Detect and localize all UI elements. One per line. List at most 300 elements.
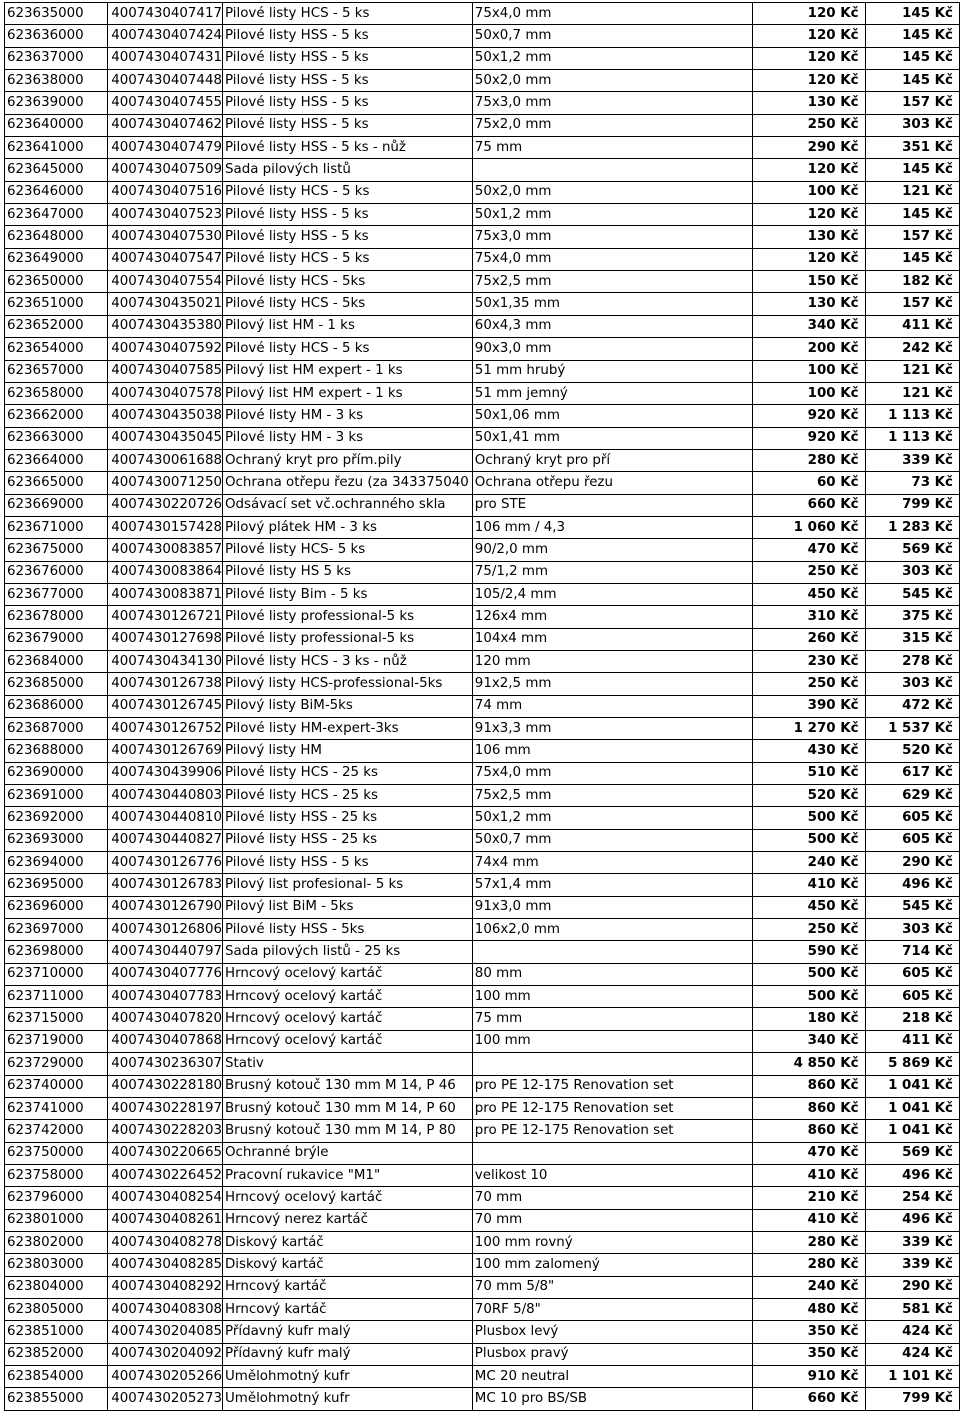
table-row — [5, 226, 960, 248]
ean-code-cell: 4007430205273 — [108, 1388, 223, 1410]
price-with-vat-cell: 290 Kč — [865, 1276, 959, 1298]
table-row — [5, 539, 960, 561]
ean-code-cell: 4007430083857 — [108, 539, 223, 561]
price-with-vat-cell: 145 Kč — [865, 47, 959, 69]
table-row — [5, 204, 960, 226]
product-name-cell: Pilové listy Bim - 5 ks — [223, 583, 473, 605]
price-with-vat-cell: 182 Kč — [865, 271, 959, 293]
product-spec-cell: 50x1,35 mm — [472, 293, 752, 315]
price-cell: 350 Kč — [752, 1321, 865, 1343]
table-row — [5, 1164, 960, 1186]
product-name-cell: Pilový list HM expert - 1 ks — [223, 382, 473, 404]
price-with-vat-cell: 145 Kč — [865, 3, 959, 25]
product-name-cell: Umělohmotný kufr — [223, 1365, 473, 1387]
order-number-cell: 623694000 — [5, 852, 108, 874]
price-cell: 390 Kč — [752, 695, 865, 717]
ean-code-cell: 4007430071250 — [108, 472, 223, 494]
product-spec-cell: 75x3,0 mm — [472, 92, 752, 114]
price-cell: 500 Kč — [752, 807, 865, 829]
product-spec-cell: 100 mm — [472, 986, 752, 1008]
order-number-cell: 623693000 — [5, 829, 108, 851]
price-with-vat-cell: 1 101 Kč — [865, 1365, 959, 1387]
table-row — [5, 494, 960, 516]
product-spec-cell: 120 mm — [472, 650, 752, 672]
price-with-vat-cell: 629 Kč — [865, 785, 959, 807]
table-row — [5, 874, 960, 896]
price-cell: 860 Kč — [752, 1120, 865, 1142]
price-cell: 130 Kč — [752, 226, 865, 248]
price-cell: 4 850 Kč — [752, 1053, 865, 1075]
price-cell: 120 Kč — [752, 47, 865, 69]
ean-code-cell: 4007430407417 — [108, 3, 223, 25]
price-with-vat-cell: 424 Kč — [865, 1343, 959, 1365]
order-number-cell: 623639000 — [5, 92, 108, 114]
product-spec-cell: 60x4,3 mm — [472, 315, 752, 337]
price-with-vat-cell: 351 Kč — [865, 137, 959, 159]
product-name-cell: Pilové listy HM - 3 ks — [223, 405, 473, 427]
price-cell: 510 Kč — [752, 762, 865, 784]
table-row — [5, 986, 960, 1008]
product-spec-cell: 57x1,4 mm — [472, 874, 752, 896]
price-cell: 130 Kč — [752, 92, 865, 114]
ean-code-cell: 4007430236307 — [108, 1053, 223, 1075]
ean-code-cell: 4007430407530 — [108, 226, 223, 248]
price-with-vat-cell: 145 Kč — [865, 159, 959, 181]
ean-code-cell: 4007430407455 — [108, 92, 223, 114]
ean-code-cell: 4007430407479 — [108, 137, 223, 159]
price-cell: 260 Kč — [752, 628, 865, 650]
product-name-cell: Umělohmotný kufr — [223, 1388, 473, 1410]
order-number-cell: 623801000 — [5, 1209, 108, 1231]
order-number-cell: 623651000 — [5, 293, 108, 315]
table-row — [5, 114, 960, 136]
table-row — [5, 941, 960, 963]
price-cell: 240 Kč — [752, 1276, 865, 1298]
price-cell: 500 Kč — [752, 829, 865, 851]
price-with-vat-cell: 1 041 Kč — [865, 1075, 959, 1097]
ean-code-cell: 4007430434130 — [108, 650, 223, 672]
product-spec-cell: 75/1,2 mm — [472, 561, 752, 583]
price-with-vat-cell: 1 041 Kč — [865, 1097, 959, 1119]
price-cell: 450 Kč — [752, 583, 865, 605]
price-with-vat-cell: 617 Kč — [865, 762, 959, 784]
table-row — [5, 740, 960, 762]
price-cell: 150 Kč — [752, 271, 865, 293]
order-number-cell: 623802000 — [5, 1231, 108, 1253]
product-spec-cell: Ochrana otřepu řezu — [472, 472, 752, 494]
price-cell: 920 Kč — [752, 427, 865, 449]
product-name-cell: Pilový listy HCS-professional-5ks — [223, 673, 473, 695]
price-cell: 410 Kč — [752, 1164, 865, 1186]
ean-code-cell: 4007430083864 — [108, 561, 223, 583]
price-with-vat-cell: 1 041 Kč — [865, 1120, 959, 1142]
order-number-cell: 623647000 — [5, 204, 108, 226]
ean-code-cell: 4007430126745 — [108, 695, 223, 717]
price-cell: 290 Kč — [752, 137, 865, 159]
ean-code-cell: 4007430126769 — [108, 740, 223, 762]
product-spec-cell: 75x2,5 mm — [472, 785, 752, 807]
price-cell: 210 Kč — [752, 1187, 865, 1209]
product-spec-cell: 50x1,2 mm — [472, 204, 752, 226]
table-row — [5, 1053, 960, 1075]
product-name-cell: Hrncový kartáč — [223, 1298, 473, 1320]
product-spec-cell: 70 mm 5/8" — [472, 1276, 752, 1298]
product-name-cell: Brusný kotouč 130 mm M 14, P 60 — [223, 1097, 473, 1119]
order-number-cell: 623685000 — [5, 673, 108, 695]
table-row — [5, 1075, 960, 1097]
product-spec-cell: 75x4,0 mm — [472, 762, 752, 784]
product-name-cell: Pilové listy HCS - 5 ks — [223, 3, 473, 25]
product-spec-cell: 75x2,5 mm — [472, 271, 752, 293]
price-cell: 230 Kč — [752, 650, 865, 672]
product-spec-cell: 50x1,2 mm — [472, 47, 752, 69]
ean-code-cell: 4007430083871 — [108, 583, 223, 605]
price-cell: 480 Kč — [752, 1298, 865, 1320]
price-cell: 860 Kč — [752, 1075, 865, 1097]
price-cell: 250 Kč — [752, 561, 865, 583]
product-spec-cell: Plusbox levý — [472, 1321, 752, 1343]
ean-code-cell: 4007430407448 — [108, 70, 223, 92]
ean-code-cell: 4007430228197 — [108, 1097, 223, 1119]
price-with-vat-cell: 581 Kč — [865, 1298, 959, 1320]
price-with-vat-cell: 1 537 Kč — [865, 718, 959, 740]
ean-code-cell: 4007430440827 — [108, 829, 223, 851]
price-with-vat-cell: 496 Kč — [865, 874, 959, 896]
table-row — [5, 1187, 960, 1209]
table-row — [5, 516, 960, 538]
price-with-vat-cell: 303 Kč — [865, 919, 959, 941]
product-name-cell: Pilové listy HSS - 5 ks — [223, 114, 473, 136]
order-number-cell: 623710000 — [5, 963, 108, 985]
product-name-cell: Stativ — [223, 1053, 473, 1075]
order-number-cell: 623637000 — [5, 47, 108, 69]
order-number-cell: 623635000 — [5, 3, 108, 25]
price-cell: 470 Kč — [752, 1142, 865, 1164]
price-with-vat-cell: 472 Kč — [865, 695, 959, 717]
table-row — [5, 1008, 960, 1030]
price-cell: 310 Kč — [752, 606, 865, 628]
product-name-cell: Hrncový ocelový kartáč — [223, 1008, 473, 1030]
price-with-vat-cell: 1 113 Kč — [865, 405, 959, 427]
product-name-cell: Sada pilových listů — [223, 159, 473, 181]
order-number-cell: 623638000 — [5, 70, 108, 92]
table-row — [5, 919, 960, 941]
product-name-cell: Ochrana otřepu řezu (za 343375040 — [223, 472, 473, 494]
order-number-cell: 623804000 — [5, 1276, 108, 1298]
table-row — [5, 181, 960, 203]
product-spec-cell: 75 mm — [472, 137, 752, 159]
table-row — [5, 1142, 960, 1164]
order-number-cell: 623671000 — [5, 516, 108, 538]
product-spec-cell: pro PE 12-175 Renovation set — [472, 1120, 752, 1142]
order-number-cell: 623657000 — [5, 360, 108, 382]
ean-code-cell: 4007430407462 — [108, 114, 223, 136]
table-row — [5, 92, 960, 114]
ean-code-cell: 4007430408261 — [108, 1209, 223, 1231]
ean-code-cell: 4007430407509 — [108, 159, 223, 181]
table-row — [5, 1254, 960, 1276]
product-spec-cell: 74 mm — [472, 695, 752, 717]
order-number-cell: 623648000 — [5, 226, 108, 248]
table-row — [5, 1120, 960, 1142]
order-number-cell: 623854000 — [5, 1365, 108, 1387]
table-row — [5, 3, 960, 25]
ean-code-cell: 4007430407783 — [108, 986, 223, 1008]
order-number-cell: 623803000 — [5, 1254, 108, 1276]
price-with-vat-cell: 242 Kč — [865, 338, 959, 360]
ean-code-cell: 4007430407516 — [108, 181, 223, 203]
product-spec-cell: 75x2,0 mm — [472, 114, 752, 136]
table-row — [5, 271, 960, 293]
price-with-vat-cell: 545 Kč — [865, 583, 959, 605]
price-with-vat-cell: 411 Kč — [865, 1030, 959, 1052]
order-number-cell: 623715000 — [5, 1008, 108, 1030]
price-with-vat-cell: 145 Kč — [865, 70, 959, 92]
price-with-vat-cell: 339 Kč — [865, 449, 959, 471]
ean-code-cell: 4007430126783 — [108, 874, 223, 896]
price-with-vat-cell: 157 Kč — [865, 226, 959, 248]
table-row — [5, 1388, 960, 1410]
product-spec-cell: 75 mm — [472, 1008, 752, 1030]
ean-code-cell: 4007430435380 — [108, 315, 223, 337]
ean-code-cell: 4007430408292 — [108, 1276, 223, 1298]
product-spec-cell: 50x1,06 mm — [472, 405, 752, 427]
ean-code-cell: 4007430126806 — [108, 919, 223, 941]
price-with-vat-cell: 157 Kč — [865, 293, 959, 315]
product-name-cell: Hrncový ocelový kartáč — [223, 986, 473, 1008]
table-row — [5, 583, 960, 605]
ean-code-cell: 4007430435021 — [108, 293, 223, 315]
product-spec-cell: MC 10 pro BS/SB — [472, 1388, 752, 1410]
price-cell: 200 Kč — [752, 338, 865, 360]
order-number-cell: 623692000 — [5, 807, 108, 829]
product-spec-cell: 74x4 mm — [472, 852, 752, 874]
ean-code-cell: 4007430061688 — [108, 449, 223, 471]
price-cell: 100 Kč — [752, 382, 865, 404]
price-with-vat-cell: 145 Kč — [865, 204, 959, 226]
order-number-cell: 623687000 — [5, 718, 108, 740]
table-row — [5, 829, 960, 851]
price-with-vat-cell: 799 Kč — [865, 494, 959, 516]
ean-code-cell: 4007430126790 — [108, 896, 223, 918]
product-spec-cell: 91x3,3 mm — [472, 718, 752, 740]
product-name-cell: Pilové listy HSS - 5 ks — [223, 47, 473, 69]
product-spec-cell: 50x1,2 mm — [472, 807, 752, 829]
order-number-cell: 623663000 — [5, 427, 108, 449]
price-cell: 250 Kč — [752, 114, 865, 136]
product-name-cell: Hrncový ocelový kartáč — [223, 1187, 473, 1209]
order-number-cell: 623750000 — [5, 1142, 108, 1164]
price-with-vat-cell: 569 Kč — [865, 539, 959, 561]
product-name-cell: Pilový list HM - 1 ks — [223, 315, 473, 337]
product-name-cell: Pilové listy HSS - 25 ks — [223, 829, 473, 851]
product-name-cell: Hrncový ocelový kartáč — [223, 963, 473, 985]
price-cell: 660 Kč — [752, 1388, 865, 1410]
table-row — [5, 718, 960, 740]
price-with-vat-cell: 278 Kč — [865, 650, 959, 672]
price-cell: 500 Kč — [752, 986, 865, 1008]
order-number-cell: 623658000 — [5, 382, 108, 404]
price-with-vat-cell: 339 Kč — [865, 1231, 959, 1253]
table-row — [5, 427, 960, 449]
product-spec-cell: pro PE 12-175 Renovation set — [472, 1097, 752, 1119]
table-row — [5, 1343, 960, 1365]
product-name-cell: Pilové listy HCS - 5 ks — [223, 248, 473, 270]
price-with-vat-cell: 799 Kč — [865, 1388, 959, 1410]
table-row — [5, 650, 960, 672]
product-name-cell: Hrncový ocelový kartáč — [223, 1030, 473, 1052]
price-with-vat-cell: 1 283 Kč — [865, 516, 959, 538]
product-name-cell: Pilové listy HCS - 25 ks — [223, 762, 473, 784]
price-cell: 910 Kč — [752, 1365, 865, 1387]
price-with-vat-cell: 121 Kč — [865, 181, 959, 203]
price-with-vat-cell: 339 Kč — [865, 1254, 959, 1276]
product-spec-cell: Ochraný kryt pro pří — [472, 449, 752, 471]
product-name-cell: Přídavný kufr malý — [223, 1343, 473, 1365]
table-row — [5, 1209, 960, 1231]
product-name-cell: Pilové listy HSS - 5 ks — [223, 25, 473, 47]
order-number-cell: 623640000 — [5, 114, 108, 136]
order-number-cell: 623665000 — [5, 472, 108, 494]
price-with-vat-cell: 5 869 Kč — [865, 1053, 959, 1075]
price-with-vat-cell: 121 Kč — [865, 360, 959, 382]
price-cell: 120 Kč — [752, 248, 865, 270]
order-number-cell: 623675000 — [5, 539, 108, 561]
price-with-vat-cell: 157 Kč — [865, 92, 959, 114]
price-cell: 410 Kč — [752, 1209, 865, 1231]
price-cell: 100 Kč — [752, 181, 865, 203]
product-name-cell: Pilový listy BiM-5ks — [223, 695, 473, 717]
ean-code-cell: 4007430228180 — [108, 1075, 223, 1097]
product-name-cell: Přídavný kufr malý — [223, 1321, 473, 1343]
product-name-cell: Pilové listy HSS - 25 ks — [223, 807, 473, 829]
product-name-cell: Pracovní rukavice "M1" — [223, 1164, 473, 1186]
product-spec-cell — [472, 941, 752, 963]
product-name-cell: Sada pilových listů - 25 ks — [223, 941, 473, 963]
product-spec-cell: velikost 10 — [472, 1164, 752, 1186]
order-number-cell: 623636000 — [5, 25, 108, 47]
product-name-cell: Pilový list HM expert - 1 ks — [223, 360, 473, 382]
product-spec-cell: 100 mm rovný — [472, 1231, 752, 1253]
price-with-vat-cell: 605 Kč — [865, 807, 959, 829]
table-row — [5, 315, 960, 337]
ean-code-cell: 4007430204092 — [108, 1343, 223, 1365]
product-name-cell: Pilové listy HCS- 5 ks — [223, 539, 473, 561]
product-spec-cell — [472, 159, 752, 181]
table-row — [5, 762, 960, 784]
table-row — [5, 1097, 960, 1119]
product-spec-cell: 104x4 mm — [472, 628, 752, 650]
order-number-cell: 623669000 — [5, 494, 108, 516]
price-cell: 340 Kč — [752, 315, 865, 337]
order-number-cell: 623719000 — [5, 1030, 108, 1052]
ean-code-cell: 4007430220665 — [108, 1142, 223, 1164]
price-with-vat-cell: 605 Kč — [865, 829, 959, 851]
product-spec-cell: 80 mm — [472, 963, 752, 985]
product-name-cell: Brusný kotouč 130 mm M 14, P 80 — [223, 1120, 473, 1142]
table-row — [5, 248, 960, 270]
order-number-cell: 623741000 — [5, 1097, 108, 1119]
table-row — [5, 449, 960, 471]
price-with-vat-cell: 303 Kč — [865, 561, 959, 583]
ean-code-cell: 4007430204085 — [108, 1321, 223, 1343]
price-cell: 450 Kč — [752, 896, 865, 918]
product-name-cell: Diskový kartáč — [223, 1254, 473, 1276]
ean-code-cell: 4007430408285 — [108, 1254, 223, 1276]
ean-code-cell: 4007430126721 — [108, 606, 223, 628]
product-spec-cell: 50x2,0 mm — [472, 70, 752, 92]
product-spec-cell: 106x2,0 mm — [472, 919, 752, 941]
product-spec-cell: 90/2,0 mm — [472, 539, 752, 561]
product-spec-cell: 75x4,0 mm — [472, 3, 752, 25]
price-with-vat-cell: 424 Kč — [865, 1321, 959, 1343]
product-name-cell: Pilové listy HCS - 25 ks — [223, 785, 473, 807]
price-cell: 920 Kč — [752, 405, 865, 427]
ean-code-cell: 4007430407547 — [108, 248, 223, 270]
product-spec-cell: 106 mm / 4,3 — [472, 516, 752, 538]
price-with-vat-cell: 1 113 Kč — [865, 427, 959, 449]
product-name-cell: Pilové listy HCS - 5 ks — [223, 338, 473, 360]
table-row — [5, 1321, 960, 1343]
price-with-vat-cell: 569 Kč — [865, 1142, 959, 1164]
price-cell: 250 Kč — [752, 919, 865, 941]
product-spec-cell: 126x4 mm — [472, 606, 752, 628]
table-row — [5, 293, 960, 315]
price-list-body — [5, 3, 960, 1411]
product-spec-cell: 106 mm — [472, 740, 752, 762]
table-row — [5, 1231, 960, 1253]
product-spec-cell: 50x0,7 mm — [472, 829, 752, 851]
price-cell: 120 Kč — [752, 25, 865, 47]
product-name-cell: Pilové listy HSS - 5 ks — [223, 70, 473, 92]
product-spec-cell: 91x3,0 mm — [472, 896, 752, 918]
ean-code-cell: 4007430407554 — [108, 271, 223, 293]
ean-code-cell: 4007430408278 — [108, 1231, 223, 1253]
order-number-cell: 623695000 — [5, 874, 108, 896]
price-with-vat-cell: 496 Kč — [865, 1209, 959, 1231]
table-row — [5, 606, 960, 628]
ean-code-cell: 4007430439906 — [108, 762, 223, 784]
product-name-cell: Pilové listy HM - 3 ks — [223, 427, 473, 449]
order-number-cell: 623691000 — [5, 785, 108, 807]
price-cell: 280 Kč — [752, 1231, 865, 1253]
product-spec-cell — [472, 1053, 752, 1075]
product-name-cell: Pilové listy professional-5 ks — [223, 628, 473, 650]
product-name-cell: Pilové listy HSS - 5 ks - nůž — [223, 137, 473, 159]
price-with-vat-cell: 545 Kč — [865, 896, 959, 918]
order-number-cell: 623646000 — [5, 181, 108, 203]
table-row — [5, 405, 960, 427]
ean-code-cell: 4007430440797 — [108, 941, 223, 963]
order-number-cell: 623662000 — [5, 405, 108, 427]
product-name-cell: Pilové listy HSS - 5 ks — [223, 852, 473, 874]
table-row — [5, 25, 960, 47]
ean-code-cell: 4007430407776 — [108, 963, 223, 985]
order-number-cell: 623677000 — [5, 583, 108, 605]
price-with-vat-cell: 121 Kč — [865, 382, 959, 404]
table-row — [5, 673, 960, 695]
price-list-table — [4, 2, 960, 1411]
order-number-cell: 623855000 — [5, 1388, 108, 1410]
product-spec-cell: 70RF 5/8" — [472, 1298, 752, 1320]
table-row — [5, 852, 960, 874]
product-name-cell: Ochranné brýle — [223, 1142, 473, 1164]
price-cell: 120 Kč — [752, 70, 865, 92]
ean-code-cell: 4007430440803 — [108, 785, 223, 807]
table-row — [5, 338, 960, 360]
table-row — [5, 561, 960, 583]
ean-code-cell: 4007430408254 — [108, 1187, 223, 1209]
